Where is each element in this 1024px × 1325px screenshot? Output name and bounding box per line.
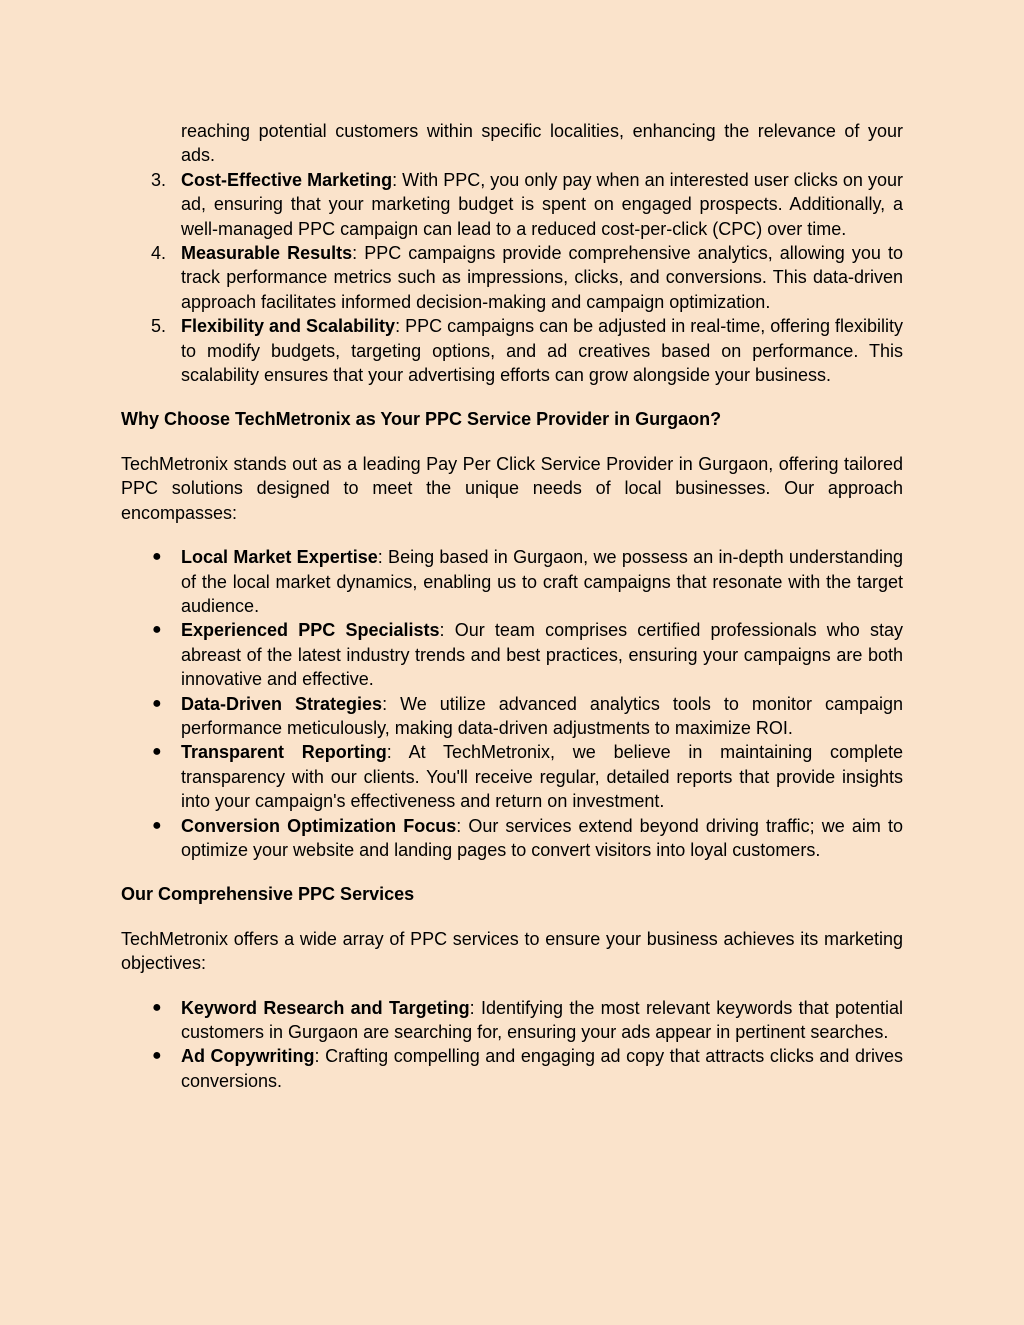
section-heading-why-choose: Why Choose TechMetronix as Your PPC Service Provider in Gurgaon? <box>121 409 722 430</box>
bullet-list-item <box>121 1044 903 1093</box>
section-intro: TechMetronix stands out as a leading Pay Per Click Service Provider in Gurgaon, offering tailored PPC solutions designed to meet the unique needs of local businesses. Our approach encompasses: <box>121 453 903 523</box>
bullet-list <box>121 996 903 1094</box>
bullet-list-item <box>121 692 903 741</box>
item-term: Data-Driven Strategies <box>181 693 383 714</box>
list-number: 3. <box>151 169 167 190</box>
item-term: Measurable Results <box>181 243 353 264</box>
item-term: Conversion Optimization Focus <box>181 815 457 836</box>
bullet-list-item <box>121 618 903 691</box>
bullet-list <box>121 545 903 862</box>
item-text: : Crafting compelling and engaging ad copy that attracts clicks and drives conversions. <box>181 1046 903 1091</box>
bullet-icon: ● <box>152 694 162 712</box>
bullet-list-item <box>121 814 903 863</box>
item-text: : We utilize advanced analytics tools to monitor campaign performance meticulously, making data-driven adjustments to maximize ROI. <box>181 693 903 738</box>
section-heading-services: Our Comprehensive PPC Services <box>121 884 415 905</box>
numbered-list-item <box>121 314 903 387</box>
item-text: : Our team comprises certified professionals who stay abreast of the latest industry trends and best practices, ensuring your campaigns are both innovative and effective. <box>181 620 903 690</box>
numbered-list-item <box>121 241 903 314</box>
item-term: Flexibility and Scalability <box>181 316 396 337</box>
continued-list-text: reaching potential customers within specific localities, enhancing the relevance of your ads. <box>181 121 903 166</box>
list-number: 5. <box>151 316 167 337</box>
item-term: Keyword Research and Targeting <box>181 997 470 1018</box>
item-text: : With PPC, you only pay when an interested user clicks on your ad, ensuring that your marketing budget is spent on engaged prospects. Additionally, a well-managed PPC campaign can lead to a reduced cost-per-click (CPC) over time. <box>181 169 903 239</box>
document-content <box>121 119 903 1093</box>
bullet-icon: ● <box>152 621 162 639</box>
item-text: : Being based in Gurgaon, we possess an in-depth understanding of the local market dynamics, enabling us to craft campaigns that resonate with the target audience. <box>181 547 903 616</box>
section-intro: TechMetronix offers a wide array of PPC services to ensure your business achieves its marketing objectives: <box>121 928 903 974</box>
bullet-list-item <box>121 996 903 1045</box>
bullet-icon: ● <box>152 743 162 761</box>
item-term: Ad Copywriting <box>181 1046 315 1067</box>
item-text: : At TechMetronix, we believe in maintaining complete transparency with our clients. You'll receive regular, detailed reports that provide insights into your campaign's effectiveness and return on investment. <box>181 742 903 812</box>
list-number: 4. <box>151 243 167 264</box>
bullet-list-item <box>121 740 903 813</box>
item-text: : Identifying the most relevant keywords that potential customers in Gurgaon are searching for, ensuring your ads appear in pertinent searches. <box>181 997 903 1042</box>
item-term: Local Market Expertise <box>181 547 378 568</box>
numbered-list-item <box>121 168 903 241</box>
item-term: Cost-Effective Marketing <box>181 169 393 190</box>
item-term: Experienced PPC Specialists <box>181 620 440 641</box>
bullet-icon: ● <box>152 998 162 1016</box>
bullet-list-item <box>121 545 903 618</box>
bullet-icon: ● <box>152 816 162 834</box>
item-text: : PPC campaigns provide comprehensive analytics, allowing you to track performance metrics such as impressions, clicks, and conversions. This data-driven approach facilitates informed decision-making and campaign optimization. <box>181 243 903 312</box>
bullet-icon: ● <box>152 548 162 566</box>
item-term: Transparent Reporting <box>181 742 387 763</box>
numbered-list <box>121 168 903 388</box>
item-text: : PPC campaigns can be adjusted in real-time, offering flexibility to modify budgets, targeting options, and ad creatives based on performance. This scalability ensures that your advertising efforts can grow alongside your business. <box>181 316 903 386</box>
item-text: : Our services extend beyond driving traffic; we aim to optimize your website and landing pages to convert visitors into loyal customers. <box>181 815 903 860</box>
bullet-icon: ● <box>152 1047 162 1065</box>
